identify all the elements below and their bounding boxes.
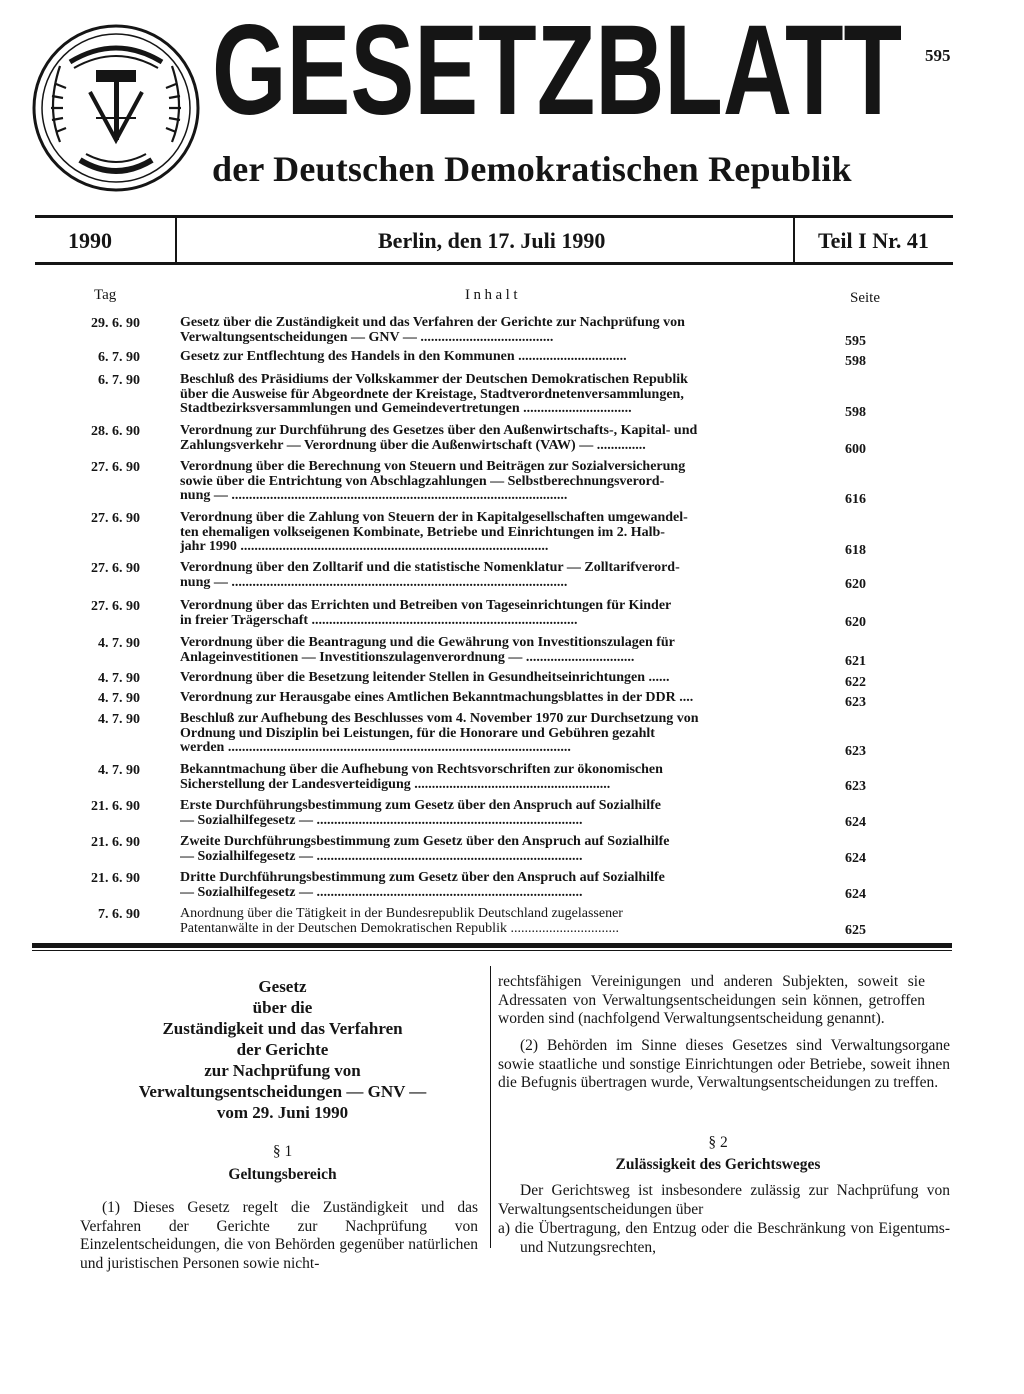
toc-entry-date: 21. 6. 90 [91,835,140,850]
law-title-line: zur Nachprüfung von [204,1061,361,1080]
section-2-title: Zulässigkeit des Gerichtsweges [615,1156,821,1173]
toc-entry-title [180,671,808,686]
toc-entry-line: jahr 1990 ........................................................................................ [180,540,549,554]
header-divider-left [175,218,177,262]
toc-entry-line: Beschluß des Präsidiums der Volkskammer der Deutschen Demokratischen Republik [180,373,688,387]
toc-entry-line: Beschluß zur Aufhebung des Beschlusses vom 4. November 1970 zur Durchsetzung von [180,712,699,726]
toc-entry-page: 624 [845,815,866,830]
toc-entry-date: 6. 7. 90 [98,350,140,365]
toc-entry-title [180,871,808,900]
toc-entry-line: Zahlungsverkehr — Verordnung über die Außenwirtschaft (VAW) — .............. [180,438,646,453]
toc-entry-line: sowie über die Entrichtung von Abschlagzahlungen — Selbstberechnungsverord- [180,474,665,489]
toc-entry-line: Verordnung zur Durchführung des Gesetzes über den Außenwirtschafts-, Kapital- und [180,424,698,438]
toc-entry-page: 622 [845,675,866,690]
toc-entry-date: 29. 6. 90 [91,316,140,331]
section-1-number: § 1 [272,1143,293,1160]
toc-entry-date: 4. 7. 90 [98,712,140,727]
page-number: 595 [925,46,951,65]
header-rule-bottom [35,262,953,265]
toc-entry-line: Patentanwälte in der Deutschen Demokratischen Republik ............................... [180,921,619,936]
law-title-line: vom 29. Juni 1990 [216,1103,349,1122]
section-rule-thick [32,943,952,948]
toc-entry-line: — Sozialhilfegesetz — ............................................................................ [180,813,583,828]
toc-entry-date: 4. 7. 90 [98,691,140,706]
toc-entry-line: Verordnung über die Berechnung von Steuern und Beiträgen zur Sozialversicherung [180,460,686,474]
toc-entry-line: nung — ................................................................................................ [180,575,568,590]
toc-entry-page: 618 [845,543,866,558]
toc-entry-date: 27. 6. 90 [91,460,140,475]
toc-entry-page: 623 [845,695,866,710]
toc-entry-line: nung — ................................................................................................ [180,489,568,503]
toc-entry-line: in freier Trägerschaft ............................................................................ [180,613,578,628]
toc-entry-date: 21. 6. 90 [91,871,140,886]
column-divider [490,966,491,1248]
toc-entry-date: 4. 7. 90 [98,636,140,651]
toc-entry-line: Ordnung und Disziplin bei Leistungen, für die Honorare und Gebühren gezahlt [180,726,655,741]
toc-entry-page: 624 [845,887,866,902]
toc-entry-page: 598 [845,354,866,369]
toc-entry-date: 27. 6. 90 [91,599,140,614]
toc-entry-line: Gesetz über die Zuständigkeit und das Verfahren der Gerichte zur Nachprüfung von [180,316,685,330]
toc-entry-title [180,763,808,792]
toc-entry-title [180,599,808,628]
toc-entry-page: 620 [845,615,866,630]
toc-entry-line: Stadtbezirksversammlungen und Gemeindevertretungen ............................... [180,402,632,416]
toc-entry-page: 616 [845,492,866,507]
toc-entry-date: 21. 6. 90 [91,799,140,814]
toc-column-page: Seite [850,290,880,306]
toc-entry-line: Verordnung über die Zahlung von Steuern der in Kapitalgesellschaften umgewandel- [180,511,688,525]
right-paragraph-continued: rechtsfähigen Vereinigungen und anderen Subjekten, soweit sie Adressaten von Verwaltungsentscheidungen sein können, getroffen worden sind (nachfolgend Verwaltungsentscheidung genannt). [498,973,925,1027]
toc-entry-title [180,350,808,365]
toc-entry-line: Gesetz zur Entflechtung des Handels in den Kommunen ............................... [180,350,627,364]
section-2-item-a: a) die Übertragung, den Entzug oder die Beschränkung von Eigentums- und Nutzungsrechten, [498,1220,950,1256]
section-2-number: § 2 [708,1134,728,1151]
toc-entry-line: Bekanntmachung über die Aufhebung von Rechtsvorschriften zur ökonomischen [180,763,663,777]
law-title-line: Verwaltungsentscheidungen — GNV — [138,1082,427,1101]
toc-entry-title [180,636,808,665]
toc-entry-title [180,691,808,706]
section-2-intro: Der Gerichtsweg ist insbesondere zulässig zur Nachprüfung von Verwaltungsentscheidungen über [498,1182,950,1218]
section-1-title: Geltungsbereich [228,1166,337,1183]
toc-entry-line: — Sozialhilfegesetz — ............................................................................ [180,885,583,900]
header-divider-right [793,218,795,262]
toc-entry-line: Verordnung zur Herausgabe eines Amtlichen Bekanntmachungsblattes in der DDR .... [180,691,694,705]
toc-entry-title [180,799,808,828]
toc-entry-title [180,835,808,864]
law-title-line: der Gerichte [236,1040,329,1059]
toc-entry-title [180,424,808,453]
law-title-line: Zuständigkeit und das Verfahren [162,1019,403,1038]
issue-year: 1990 [68,228,112,253]
section-rule-thin [32,950,952,951]
law-title-line: Gesetz [258,977,307,996]
toc-entry-line: Dritte Durchführungsbestimmung zum Gesetz über den Anspruch auf Sozialhilfe [180,871,665,885]
toc-entry-line: Verordnung über die Beantragung und die Gewährung von Investitionszulagen für [180,636,675,650]
law-title-line: über die [252,998,313,1017]
toc-entry-line: Anlageinvestitionen — Investitionszulagenverordnung — ............................... [180,650,635,665]
toc-entry-title [180,561,808,590]
right-paragraph-2: (2) Behörden im Sinne dieses Gesetzes sind Verwaltungsorgane sowie staatliche und sonstige Einrichtungen oder Betriebe, soweit ihnen die Befugnis übertragen wurde, Verwaltungsentscheidungen zu treffen. [498,1037,950,1091]
svg-text:GESETZBLATT: GESETZBLATT [212,22,902,122]
toc-entry-title [180,460,808,504]
issue-number: Teil I Nr. 41 [818,228,929,253]
toc-entry-page: 598 [845,405,866,420]
toc-entry-date: 6. 7. 90 [98,373,140,388]
toc-entry-line: werden .................................................................................................. [180,741,571,755]
issue-place-date: Berlin, den 17. Juli 1990 [378,228,606,253]
toc-entry-line: über die Ausweise für Abgeordnete der Kreistage, Stadtverordnetenversammlungen, [180,387,684,402]
toc-entry-page: 624 [845,851,866,866]
toc-entry-title [180,373,808,417]
state-emblem [30,22,202,194]
toc-entry-line: — Sozialhilfegesetz — ............................................................................ [180,849,583,864]
toc-entry-page: 600 [845,442,866,457]
toc-entry-page: 625 [845,923,866,938]
toc-entry-line: Zweite Durchführungsbestimmung zum Gesetz über den Anspruch auf Sozialhilfe [180,835,670,849]
toc-entry-line: Verordnung über den Zolltarif und die statistische Nomenklatur — Zolltarifverord- [180,561,680,575]
toc-entry-line: Anordnung über die Tätigkeit in der Bundesrepublik Deutschland zugelassener [180,907,623,921]
masthead-wordmark [212,22,912,122]
toc-entry-date: 7. 6. 90 [98,907,140,922]
toc-column-day: Tag [94,287,117,303]
toc-entry-title [180,511,808,555]
toc-entry-page: 621 [845,654,866,669]
toc-entry-page: 620 [845,577,866,592]
masthead-subtitle: der Deutschen Demokratischen Republik [212,149,852,189]
toc-entry-page: 623 [845,779,866,794]
toc-entry-date: 4. 7. 90 [98,763,140,778]
toc-entry-title [180,712,808,756]
toc-entry-line: Verordnung über die Besetzung leitender Stellen in Gesundheitseinrichtungen ...... [180,671,670,685]
toc-entry-date: 27. 6. 90 [91,561,140,576]
header-rule-top [35,215,953,218]
toc-entry-date: 28. 6. 90 [91,424,140,439]
toc-entry-date: 27. 6. 90 [91,511,140,526]
toc-entry-line: Sicherstellung der Landesverteidigung ........................................................ [180,777,611,792]
toc-entry-page: 623 [845,744,866,759]
toc-entry-line: Verwaltungsentscheidungen — GNV — ...................................... [180,330,554,345]
toc-entry-title [180,907,808,936]
toc-entry-title [180,316,808,345]
toc-entry-line: Erste Durchführungsbestimmung zum Gesetz über den Anspruch auf Sozialhilfe [180,799,661,813]
toc-column-content: Inhalt [465,287,521,303]
section-1-paragraph-1: (1) Dieses Gesetz regelt die Zuständigkeit und das Verfahren der Gerichte zur Nachprüfung von Einzelentscheidungen, die von Behörden gegenüber natürlichen und juristischen Personen sowie nicht- [80,1199,478,1272]
toc-entry-page: 595 [845,334,866,349]
toc-entry-line: Verordnung über das Errichten und Betreiben von Tageseinrichtungen für Kinder [180,599,672,613]
toc-entry-line: ten ehemaligen volkseigenen Kombinate, Betriebe und Einrichtungen im 2. Halb- [180,525,665,540]
toc-entry-date: 4. 7. 90 [98,671,140,686]
